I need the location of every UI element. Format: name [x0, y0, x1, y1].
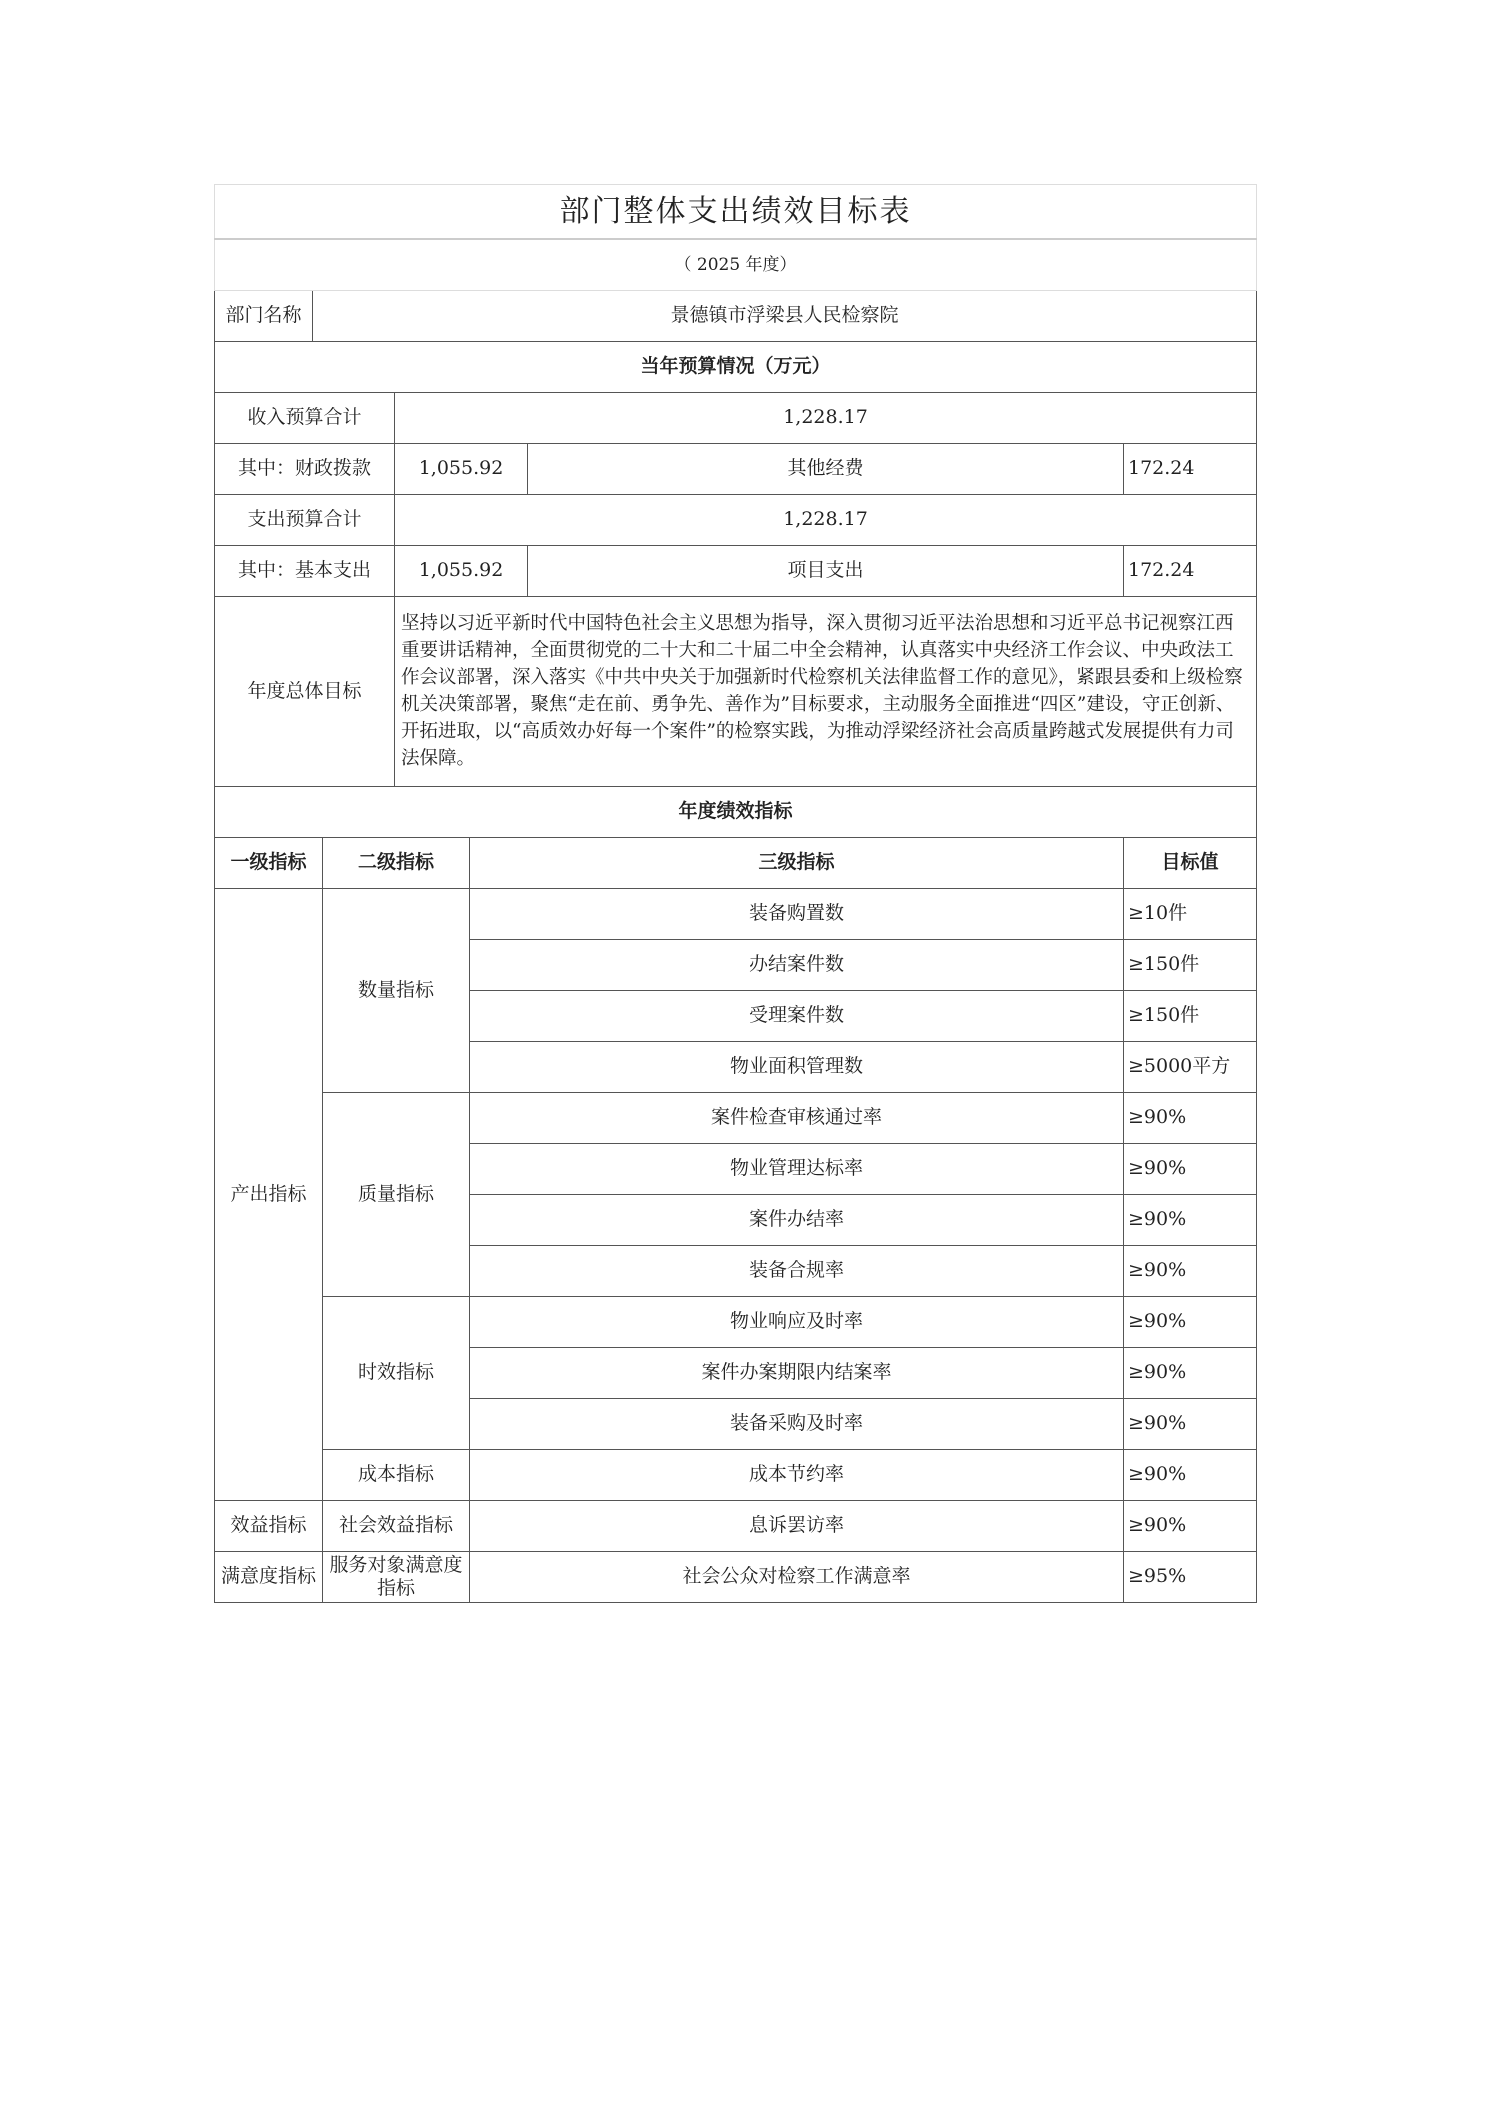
col-level1: 一级指标 — [215, 837, 323, 888]
level3-cell: 案件办结率 — [470, 1194, 1124, 1245]
expense-total: 1,228.17 — [395, 494, 1257, 545]
target-cell: ≥90% — [1124, 1449, 1257, 1500]
level3-cell: 装备采购及时率 — [470, 1398, 1124, 1449]
fiscal-label: 其中：财政拨款 — [215, 443, 395, 494]
page-title: 部门整体支出绩效目标表 — [215, 185, 1257, 240]
goal-label: 年度总体目标 — [215, 596, 395, 786]
target-cell: ≥150件 — [1124, 990, 1257, 1041]
target-cell: ≥90% — [1124, 1245, 1257, 1296]
level2-cell: 成本指标 — [323, 1449, 470, 1500]
target-cell: ≥90% — [1124, 1347, 1257, 1398]
target-cell: ≥90% — [1124, 1398, 1257, 1449]
table-row — [215, 1551, 1257, 1602]
dept-label: 部门名称 — [215, 290, 313, 341]
expense-label: 支出预算合计 — [215, 494, 395, 545]
level3-cell: 装备购置数 — [470, 888, 1124, 939]
level3-cell: 成本节约率 — [470, 1449, 1124, 1500]
level3-cell: 案件办案期限内结案率 — [470, 1347, 1124, 1398]
target-cell: ≥95% — [1124, 1551, 1257, 1602]
target-cell: ≥5000平方 — [1124, 1041, 1257, 1092]
project-value: 172.24 — [1124, 545, 1257, 596]
target-cell: ≥150件 — [1124, 939, 1257, 990]
level2-cell: 数量指标 — [323, 888, 470, 1092]
basic-value: 1,055.92 — [395, 545, 528, 596]
target-cell: ≥90% — [1124, 1194, 1257, 1245]
level1-cell: 满意度指标 — [215, 1551, 323, 1602]
table-row — [215, 888, 1257, 939]
budget-header: 当年预算情况（万元） — [215, 341, 1257, 392]
level2-cell: 社会效益指标 — [323, 1500, 470, 1551]
goal-text: 坚持以习近平新时代中国特色社会主义思想为指导，深入贯彻习近平法治思想和习近平总书记视察江西重要讲话精神，全面贯彻党的二十大和二十届二中全会精神，认真落实中央经济工作会议、中央政法工作会议部署，深入落实《中共中央关于加强新时代检察机关法律监督工作的意见》，紧跟县委和上级检察机关决策部署，聚焦“走在前、勇争先、善作为”目标要求，主动服务全面推进“四区”建设，守正创新、开拓进取，以“高质效办好每一个案件”的检察实践，为推动浮梁经济社会高质量跨越式发展提供有力司法保障。 — [395, 596, 1257, 786]
level3-cell: 物业管理达标率 — [470, 1143, 1124, 1194]
level2-cell: 时效指标 — [323, 1296, 470, 1449]
table-row — [215, 1500, 1257, 1551]
table-row — [215, 1296, 1257, 1347]
level3-cell: 办结案件数 — [470, 939, 1124, 990]
target-cell: ≥90% — [1124, 1296, 1257, 1347]
basic-label: 其中：基本支出 — [215, 545, 395, 596]
income-label: 收入预算合计 — [215, 392, 395, 443]
perf-header: 年度绩效指标 — [215, 786, 1257, 837]
col-target: 目标值 — [1124, 837, 1257, 888]
level2-cell: 服务对象满意度指标 — [323, 1551, 470, 1602]
target-cell: ≥90% — [1124, 1500, 1257, 1551]
year-label: （ 2025 年度） — [215, 239, 1257, 290]
level3-cell: 装备合规率 — [470, 1245, 1124, 1296]
level3-cell: 物业面积管理数 — [470, 1041, 1124, 1092]
project-label: 项目支出 — [528, 545, 1124, 596]
level3-cell: 物业响应及时率 — [470, 1296, 1124, 1347]
level3-cell: 案件检查审核通过率 — [470, 1092, 1124, 1143]
level3-cell: 息诉罢访率 — [470, 1500, 1124, 1551]
level3-cell: 社会公众对检察工作满意率 — [470, 1551, 1124, 1602]
table-row — [215, 1092, 1257, 1143]
col-level2: 二级指标 — [323, 837, 470, 888]
other-value: 172.24 — [1124, 443, 1257, 494]
col-level3: 三级指标 — [470, 837, 1124, 888]
fiscal-value: 1,055.92 — [395, 443, 528, 494]
table-row — [215, 1449, 1257, 1500]
other-label: 其他经费 — [528, 443, 1124, 494]
level1-cell: 产出指标 — [215, 888, 323, 1500]
target-cell: ≥90% — [1124, 1143, 1257, 1194]
target-cell: ≥90% — [1124, 1092, 1257, 1143]
income-total: 1,228.17 — [395, 392, 1257, 443]
target-cell: ≥10件 — [1124, 888, 1257, 939]
level3-cell: 受理案件数 — [470, 990, 1124, 1041]
performance-table — [214, 184, 1257, 1603]
dept-value: 景德镇市浮梁县人民检察院 — [313, 290, 1257, 341]
level2-cell: 质量指标 — [323, 1092, 470, 1296]
level1-cell: 效益指标 — [215, 1500, 323, 1551]
